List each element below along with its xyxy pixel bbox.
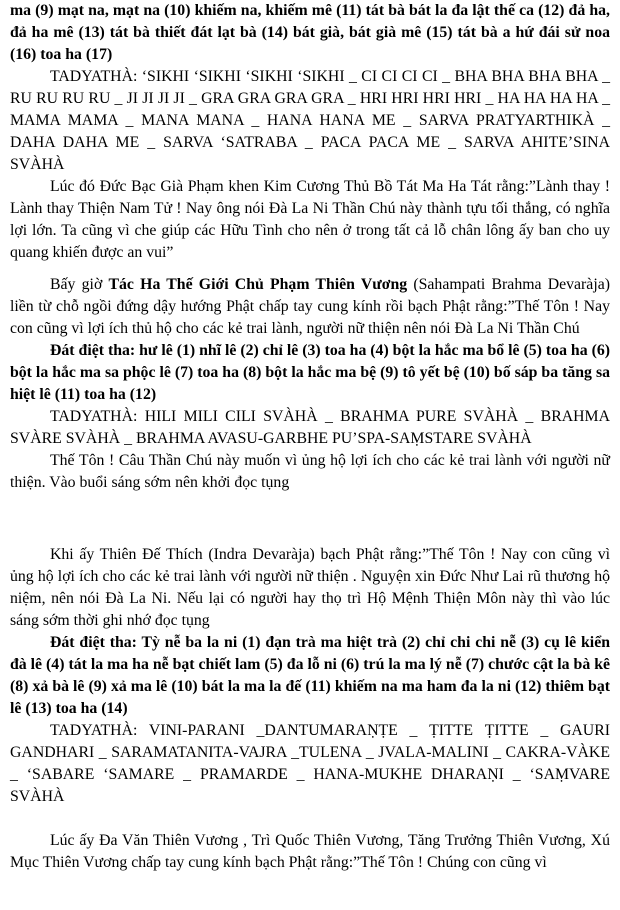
narrative-paragraph-4: Khi ấy Thiên Đế Thích (Indra Devaràja) bạch Phật rằng:”Thế Tôn ! Nay con cũng vì ủng hộ lợi ích cho các kẻ trai lành với người nữ thiện . Nguyện xin Đức Như Lai rũ thương hộ niệm, nên nói Đà La Ni. Nếu lại có người hay thọ trì Hộ Mệnh Thiện Môn này thì vào lúc sáng sớm thời ghi nhớ đọc tụng — [10, 546, 610, 629]
narrative-paragraph-3: Thế Tôn ! Câu Thần Chú này muốn vì ủng hộ lợi ích cho các kẻ trai lành với người nữ thiện. Vào buổi sáng sớm nên khởi đọc tụng — [10, 452, 610, 491]
narrative-text: (Sahampati Brahma Devaràja) liền từ chỗ ngồi đứng dậy hướng Phật chấp tay cung kính rồi bạch Phật rằng:”Thế Tôn ! Nay con cũng vì lợi ích thủ hộ cho các kẻ trai lành, người nữ thiện nên nói Đà La Ni Thần Chú — [10, 276, 610, 337]
transliteration-paragraph-1: ma (9) mạt na, mạt na (10) khiếm na, khiếm mê (11) tát bà bát la đa lật thế ca (12) đả ha, đả ha mê (13) tát bà thiết đát lạt bà (14) bát già, bát già mê (15) tát bà a hứ đái sử noa (16) toa ha (17) — [10, 2, 610, 63]
narrative-paragraph-5: Lúc ấy Đa Văn Thiên Vương , Trì Quốc Thiên Vương, Tăng Trưởng Thiên Vương, Xú Mục Thiên Vương chấp tay cung kính bạch Phật rằng:”Thế Tôn ! Chúng con cũng vì — [10, 832, 610, 871]
narrative-paragraph-1: Lúc đó Đức Bạc Già Phạm khen Kim Cương Thủ Bồ Tát Ma Ha Tát rằng:”Lành thay ! Lành thay Thiện Nam Tử ! Nay ông nói Đà La Ni Thần Chú này thành tựu tối thắng, có nghĩa lợi lớn. Ta cũng vì che giúp các Hữu Tình cho nên ở trong tất cả lỗ chân lông ấy ban cho uy quang khiến được an vui” — [10, 178, 610, 261]
narrative-paragraph-2 — [10, 274, 610, 340]
transliteration-paragraph-2: Đát điệt tha: hư lê (1) nhĩ lê (2) chỉ lê (3) toa ha (4) bột la hắc ma bổ lê (5) toa ha (6) bột la hắc ma sa phộc lê (7) toa ha (8) bột la hắc ma bệ (9) tô yết bệ (10) bố sáp ba tăng sa hiệt lê (11) toa ha (12) — [10, 342, 610, 403]
intro-text: Bấy giờ — [50, 276, 109, 293]
sanskrit-mantra-1: TADYATHÀ: ‘SIKHI ‘SIKHI ‘SIKHI ‘SIKHI _ CI CI CI CI _ BHA BHA BHA BHA _ RU RU RU RU _ JI JI JI JI _ GRA GRA GRA GRA _ HRI HRI HRI HRI _ HA HA HA HA _ MAMA MAMA _ MANA MANA _ HANA HANA ME _ SARVA PRATYARTHIKÀ _ DAHA DAHA ME _ SARVA ‘SATRABA _ PACA PACA ME _ SARVA AHITE’SINA SVÀHÀ — [10, 68, 610, 173]
sanskrit-mantra-3: TADYATHÀ: VINI-PARANI _DANTUMARAṆṬE _ ṬITTE ṬITTE _ GAURI GANDHARI _ SARAMATANITA-VAJRA _TULENA _ JVALA-MALINI _ CAKRA-VÀKE _ ‘SABARE ‘SAMARE _ PRAMARDE _ HANA-MUKHE DHARAṆI _ ‘SAṂVARE SVÀHÀ — [10, 722, 610, 805]
transliteration-paragraph-3: Đát điệt tha: Tỳ nễ ba la ni (1) đạn trà ma hiệt trà (2) chỉ chi chi nễ (3) cụ lê kiển đà lê (4) tát la ma ha nễ bạt chiết lam (5) đa lỗ ni (6) trú la ma lý nễ (7) chước cật la bà kê (8) xả bà lê (9) xả ma lê (10) bát la ma la đế (11) khiếm na ma ham đa la ni (12) thiêm bạt lê (13) toa ha (14) — [10, 634, 610, 717]
sanskrit-mantra-2: TADYATHÀ: HILI MILI CILI SVÀHÀ _ BRAHMA PURE SVÀHÀ _ BRAHMA SVÀRE SVÀHÀ _ BRAHMA AVASU-GARBHE PU’SPA-SAṂSTARE SVÀHÀ — [10, 408, 610, 447]
deity-name: Tác Ha Thế Giới Chủ Phạm Thiên Vương — [108, 276, 408, 293]
